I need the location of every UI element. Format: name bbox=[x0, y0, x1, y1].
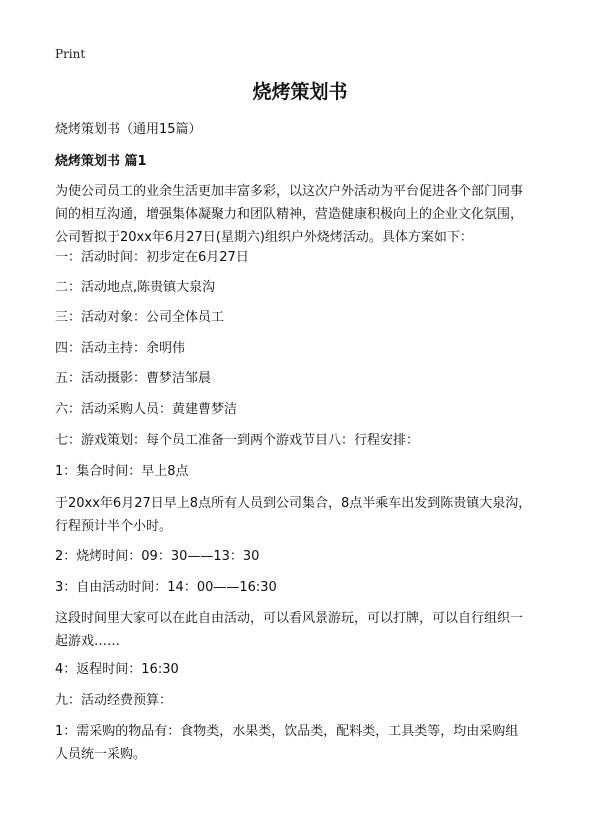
schedule-assembly-detail bbox=[55, 492, 555, 538]
section-heading: 烧烤策划书 篇1 bbox=[55, 154, 147, 169]
print-label: Print bbox=[55, 47, 86, 61]
item-budget: 九：活动经费预算： bbox=[55, 693, 173, 708]
budget-detail-line-1: 1：需采购的物品有：食物类，水果类，饮品类，配料类，工具类等，均由采购组 bbox=[55, 724, 519, 739]
document-title: 烧烤策划书 bbox=[252, 81, 348, 103]
schedule-bbq-time: 2：烧烤时间：09：30——13：30 bbox=[55, 549, 260, 564]
item-game-planning: 七：游戏策划：每个员工准备一到两个游戏节目八：行程安排： bbox=[55, 433, 420, 448]
item-activity-purchasing: 六：活动采购人员：黄建曹梦洁 bbox=[55, 402, 238, 417]
assembly-detail-line-2: 行程预计半个小时。 bbox=[55, 519, 173, 534]
schedule-assembly-time: 1：集合时间：早上8点 bbox=[55, 464, 189, 479]
item-activity-location: 二：活动地点,陈贵镇大泉沟 bbox=[55, 280, 216, 295]
item-activity-host: 四：活动主持：余明伟 bbox=[55, 341, 186, 356]
item-activity-audience: 三：活动对象：公司全体员工 bbox=[55, 310, 225, 325]
schedule-free-time-detail bbox=[55, 607, 555, 653]
schedule-free-time: 3：自由活动时间：14：00——16:30 bbox=[55, 580, 277, 595]
budget-purchase-detail bbox=[55, 720, 555, 766]
intro-line-2: 间的相互沟通，增强集体凝聚力和团队精神，营造健康积极向上的企业文化氛围， bbox=[55, 207, 524, 222]
assembly-detail-line-1: 于20xx年6月27日早上8点所有人员到公司集合，8点半乘车出发到陈贵镇大泉沟， bbox=[55, 496, 532, 511]
intro-line-3: 公司暂拟于20xx年6月27日(星期六)组织户外烧烤活动。具体方案如下： bbox=[55, 230, 473, 245]
free-time-detail-line-1: 这段时间里大家可以在此自由活动，可以看风景游玩，可以打牌，可以自行组织一 bbox=[55, 611, 524, 626]
intro-paragraph bbox=[55, 180, 555, 249]
item-activity-photography: 五：活动摄影：曹梦洁邹晨 bbox=[55, 371, 212, 386]
free-time-detail-line-2: 起游戏…… bbox=[55, 634, 121, 649]
document-subtitle: 烧烤策划书（通用15篇） bbox=[55, 122, 202, 137]
intro-line-1: 为使公司员工的业余生活更加丰富多彩，以这次户外活动为平台促进各个部门同事 bbox=[55, 184, 524, 199]
schedule-return-time: 4：返程时间：16:30 bbox=[55, 662, 179, 677]
budget-detail-line-2: 人员统一采购。 bbox=[55, 747, 147, 762]
item-activity-time: 一：活动时间：初步定在6月27日 bbox=[55, 250, 249, 265]
